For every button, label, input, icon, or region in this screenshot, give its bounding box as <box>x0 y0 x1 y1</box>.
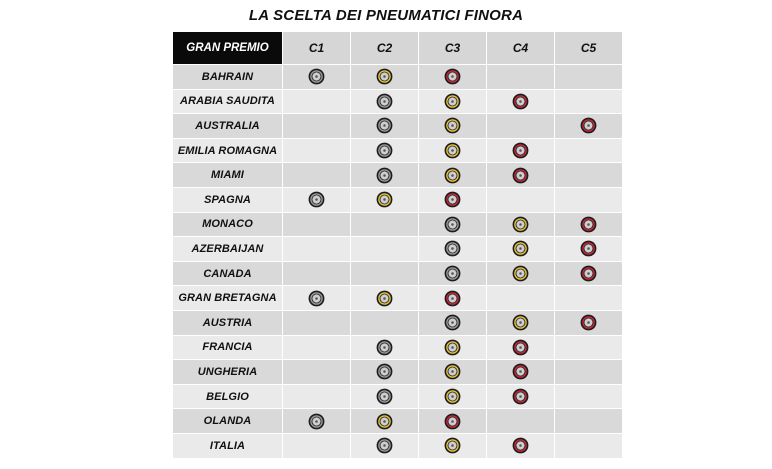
soft-tyre-icon <box>580 314 597 331</box>
compound-cell-c4 <box>487 311 555 336</box>
compound-cell-c1 <box>283 65 351 90</box>
compound-cell-c3 <box>419 213 487 238</box>
compound-cell-c5 <box>555 286 623 311</box>
hard-tyre-icon <box>376 117 393 134</box>
table-row <box>173 163 623 188</box>
gran-premio-name: ITALIA <box>173 434 283 459</box>
soft-tyre-icon <box>512 93 529 110</box>
compound-cell-c1 <box>283 213 351 238</box>
table-row <box>173 360 623 385</box>
hard-tyre-icon <box>308 413 325 430</box>
compound-cell-c3 <box>419 311 487 336</box>
medium-tyre-icon <box>444 437 461 454</box>
compound-cell-c4 <box>487 139 555 164</box>
header-c1: C1 <box>283 32 351 65</box>
tyre-choice-table <box>173 32 623 459</box>
hard-tyre-icon <box>376 363 393 380</box>
soft-tyre-icon <box>444 68 461 85</box>
gran-premio-name: SPAGNA <box>173 188 283 213</box>
compound-cell-c2 <box>351 409 419 434</box>
header-gran-premio: GRAN PREMIO <box>173 32 283 65</box>
compound-cell-c1 <box>283 237 351 262</box>
header-c2: C2 <box>351 32 419 65</box>
compound-cell-c4 <box>487 286 555 311</box>
soft-tyre-icon <box>580 117 597 134</box>
table-row <box>173 409 623 434</box>
compound-cell-c5 <box>555 262 623 287</box>
header-c5: C5 <box>555 32 623 65</box>
gran-premio-name: CANADA <box>173 262 283 287</box>
medium-tyre-icon <box>512 314 529 331</box>
table-row <box>173 90 623 115</box>
gran-premio-name: BAHRAIN <box>173 65 283 90</box>
compound-cell-c2 <box>351 286 419 311</box>
soft-tyre-icon <box>512 167 529 184</box>
hard-tyre-icon <box>444 216 461 233</box>
gran-premio-name: GRAN BRETAGNA <box>173 286 283 311</box>
compound-cell-c3 <box>419 114 487 139</box>
soft-tyre-icon <box>580 216 597 233</box>
compound-cell-c4 <box>487 163 555 188</box>
hard-tyre-icon <box>376 388 393 405</box>
compound-cell-c1 <box>283 163 351 188</box>
compound-cell-c1 <box>283 336 351 361</box>
compound-cell-c1 <box>283 311 351 336</box>
soft-tyre-icon <box>512 339 529 356</box>
soft-tyre-icon <box>444 191 461 208</box>
compound-cell-c5 <box>555 188 623 213</box>
gran-premio-name: AUSTRIA <box>173 311 283 336</box>
gran-premio-name: AUSTRALIA <box>173 114 283 139</box>
compound-cell-c3 <box>419 385 487 410</box>
compound-cell-c1 <box>283 286 351 311</box>
compound-cell-c2 <box>351 311 419 336</box>
compound-cell-c5 <box>555 139 623 164</box>
table-row <box>173 139 623 164</box>
compound-cell-c4 <box>487 65 555 90</box>
compound-cell-c5 <box>555 409 623 434</box>
medium-tyre-icon <box>444 339 461 356</box>
table-row <box>173 188 623 213</box>
compound-cell-c1 <box>283 139 351 164</box>
compound-cell-c3 <box>419 90 487 115</box>
compound-cell-c5 <box>555 385 623 410</box>
compound-cell-c4 <box>487 409 555 434</box>
compound-cell-c3 <box>419 262 487 287</box>
hard-tyre-icon <box>376 142 393 159</box>
compound-cell-c2 <box>351 188 419 213</box>
compound-cell-c4 <box>487 262 555 287</box>
compound-cell-c2 <box>351 237 419 262</box>
medium-tyre-icon <box>376 290 393 307</box>
compound-cell-c2 <box>351 434 419 459</box>
medium-tyre-icon <box>512 240 529 257</box>
hard-tyre-icon <box>376 167 393 184</box>
compound-cell-c5 <box>555 65 623 90</box>
compound-cell-c2 <box>351 139 419 164</box>
table-row <box>173 385 623 410</box>
hard-tyre-icon <box>376 437 393 454</box>
gran-premio-name: AZERBAIJAN <box>173 237 283 262</box>
compound-cell-c5 <box>555 311 623 336</box>
compound-cell-c5 <box>555 336 623 361</box>
compound-cell-c2 <box>351 65 419 90</box>
compound-cell-c4 <box>487 434 555 459</box>
compound-cell-c5 <box>555 114 623 139</box>
compound-cell-c3 <box>419 434 487 459</box>
medium-tyre-icon <box>512 216 529 233</box>
soft-tyre-icon <box>512 388 529 405</box>
compound-cell-c1 <box>283 360 351 385</box>
medium-tyre-icon <box>376 68 393 85</box>
compound-cell-c5 <box>555 90 623 115</box>
compound-cell-c5 <box>555 360 623 385</box>
compound-cell-c2 <box>351 114 419 139</box>
soft-tyre-icon <box>512 363 529 380</box>
compound-cell-c3 <box>419 65 487 90</box>
compound-cell-c5 <box>555 213 623 238</box>
medium-tyre-icon <box>444 142 461 159</box>
compound-cell-c5 <box>555 237 623 262</box>
compound-cell-c4 <box>487 237 555 262</box>
compound-cell-c2 <box>351 213 419 238</box>
header-c3: C3 <box>419 32 487 65</box>
compound-cell-c3 <box>419 286 487 311</box>
compound-cell-c4 <box>487 360 555 385</box>
medium-tyre-icon <box>444 93 461 110</box>
table-row <box>173 114 623 139</box>
hard-tyre-icon <box>308 191 325 208</box>
soft-tyre-icon <box>444 290 461 307</box>
header-c4: C4 <box>487 32 555 65</box>
compound-cell-c3 <box>419 188 487 213</box>
hard-tyre-icon <box>308 68 325 85</box>
hard-tyre-icon <box>444 314 461 331</box>
table-row <box>173 434 623 459</box>
table-row <box>173 311 623 336</box>
compound-cell-c2 <box>351 90 419 115</box>
compound-cell-c3 <box>419 139 487 164</box>
compound-cell-c2 <box>351 385 419 410</box>
compound-cell-c1 <box>283 385 351 410</box>
soft-tyre-icon <box>512 437 529 454</box>
page-title: LA SCELTA DEI PNEUMATICI FINORA <box>248 7 524 24</box>
compound-cell-c2 <box>351 336 419 361</box>
medium-tyre-icon <box>444 117 461 134</box>
compound-cell-c4 <box>487 336 555 361</box>
compound-cell-c4 <box>487 114 555 139</box>
compound-cell-c1 <box>283 434 351 459</box>
compound-cell-c3 <box>419 336 487 361</box>
hard-tyre-icon <box>376 93 393 110</box>
compound-cell-c4 <box>487 188 555 213</box>
compound-cell-c4 <box>487 385 555 410</box>
compound-cell-c2 <box>351 262 419 287</box>
table-row <box>173 213 623 238</box>
gran-premio-name: ARABIA SAUDITA <box>173 90 283 115</box>
compound-cell-c3 <box>419 237 487 262</box>
gran-premio-name: BELGIO <box>173 385 283 410</box>
medium-tyre-icon <box>512 265 529 282</box>
table-header-row <box>173 32 623 65</box>
medium-tyre-icon <box>376 191 393 208</box>
gran-premio-name: MIAMI <box>173 163 283 188</box>
gran-premio-name: FRANCIA <box>173 336 283 361</box>
medium-tyre-icon <box>444 363 461 380</box>
hard-tyre-icon <box>376 339 393 356</box>
gran-premio-name: EMILIA ROMAGNA <box>173 139 283 164</box>
table-row <box>173 286 623 311</box>
compound-cell-c1 <box>283 90 351 115</box>
compound-cell-c2 <box>351 360 419 385</box>
soft-tyre-icon <box>444 413 461 430</box>
gran-premio-name: UNGHERIA <box>173 360 283 385</box>
gran-premio-name: MONACO <box>173 213 283 238</box>
compound-cell-c4 <box>487 213 555 238</box>
hard-tyre-icon <box>444 240 461 257</box>
table-row <box>173 336 623 361</box>
compound-cell-c1 <box>283 409 351 434</box>
hard-tyre-icon <box>444 265 461 282</box>
compound-cell-c5 <box>555 163 623 188</box>
compound-cell-c3 <box>419 163 487 188</box>
compound-cell-c2 <box>351 163 419 188</box>
medium-tyre-icon <box>444 388 461 405</box>
table-row <box>173 237 623 262</box>
table-row <box>173 65 623 90</box>
table-row <box>173 262 623 287</box>
compound-cell-c4 <box>487 90 555 115</box>
compound-cell-c1 <box>283 262 351 287</box>
soft-tyre-icon <box>580 240 597 257</box>
compound-cell-c3 <box>419 409 487 434</box>
soft-tyre-icon <box>512 142 529 159</box>
compound-cell-c1 <box>283 114 351 139</box>
table-body <box>173 65 623 459</box>
medium-tyre-icon <box>444 167 461 184</box>
soft-tyre-icon <box>580 265 597 282</box>
compound-cell-c5 <box>555 434 623 459</box>
hard-tyre-icon <box>308 290 325 307</box>
compound-cell-c1 <box>283 188 351 213</box>
compound-cell-c3 <box>419 360 487 385</box>
gran-premio-name: OLANDA <box>173 409 283 434</box>
medium-tyre-icon <box>376 413 393 430</box>
